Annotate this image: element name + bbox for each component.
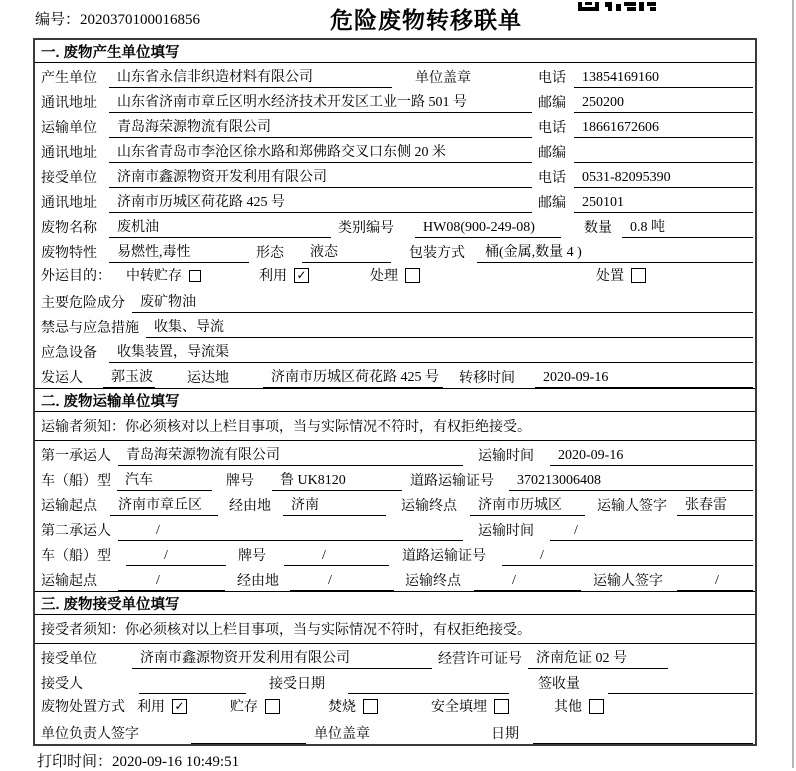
route2-row (35, 566, 755, 591)
purpose-transfer-storage-checkbox (189, 270, 201, 282)
transfer-purpose-row (35, 263, 755, 288)
transporter-zip-value (574, 144, 753, 163)
road-permit2-value: / (502, 547, 753, 566)
second-carrier-label: 第二承运人 (41, 524, 111, 539)
route2-origin-label: 运输起点 (41, 574, 97, 589)
form-state-label: 形态 (256, 246, 284, 261)
transporter-phone-label: 电话 (538, 121, 566, 136)
emergency-measures-row (35, 313, 755, 338)
hazard-component-value: 废矿物油 (132, 294, 753, 313)
purpose-transfer-storage-option (126, 265, 201, 286)
packaging-value: 桶(金属,数量 4 ) (477, 244, 753, 263)
purpose-reuse-option (259, 265, 309, 286)
purpose-disposal-checkbox (631, 268, 646, 283)
transporter-zip-label: 邮编 (538, 146, 566, 161)
disposal-reuse-option (137, 696, 187, 717)
producer-phone-value: 13854169160 (574, 69, 753, 88)
disposal-landfill-checkbox (494, 699, 509, 714)
responsible-signature-value (191, 725, 306, 744)
responsible-signature-label: 单位负责人签字 (41, 727, 139, 742)
sign-date-value (533, 725, 753, 744)
emergency-equipment-value: 收集装置，导流渠 (109, 344, 753, 363)
page-title: 危险废物转移联单 (330, 7, 522, 33)
receiver-notice: 接受者须知：你必须核对以上栏目事项，当与实际情况不符时，有权拒绝接受。 (35, 615, 755, 644)
emergency-equipment-row (35, 338, 755, 363)
route-origin-label: 运输起点 (41, 499, 97, 514)
route-row (35, 491, 755, 516)
disposal-other-option (554, 696, 604, 717)
purpose-transfer-storage-label: 中转贮存 (126, 269, 182, 284)
road-permit-value: 370213006408 (509, 472, 753, 491)
disposal-incineration-label: 焚烧 (328, 700, 356, 715)
route-origin-value: 济南市章丘区 (110, 497, 218, 516)
purpose-reuse-label: 利用 (259, 269, 287, 284)
receiver-zip-label: 邮编 (538, 196, 566, 211)
route2-terminus-label: 运输终点 (405, 574, 461, 589)
plate-number2-label: 牌号 (238, 549, 266, 564)
disposal-landfill-option (431, 696, 509, 717)
accepting-unit-row (35, 644, 755, 669)
qr-code-fragment-icon (578, 0, 656, 16)
accept-date-value (348, 675, 509, 694)
transporter-unit-row (35, 113, 755, 138)
plate-number2-value: / (284, 547, 389, 566)
receiver-unit-label: 接受单位 (41, 171, 97, 186)
transporter-phone-value: 18661672606 (574, 119, 753, 138)
section-receiver-title: 三. 废物接受单位填写 (35, 592, 755, 615)
purpose-reuse-checkbox: ✓ (294, 268, 309, 283)
disposal-other-checkbox (589, 699, 604, 714)
transfer-date-label: 转移时间 (459, 371, 515, 386)
license-number-value: 济南危证 02 号 (528, 650, 668, 669)
route2-via-value: / (290, 572, 394, 591)
purpose-treatment-label: 处理 (370, 269, 398, 284)
producer-unit-row (35, 63, 755, 88)
accepting-person-label: 接受人 (41, 677, 83, 692)
disposal-reuse-label: 利用 (137, 700, 165, 715)
transporter-address-row (35, 138, 755, 163)
purpose-disposal-option (596, 265, 646, 286)
vehicle-type2-label: 车（船）型 (41, 549, 111, 564)
category-code-label: 类别编号 (338, 221, 394, 236)
receiver-unit-value: 济南市鑫源物资开发利用有限公司 (109, 169, 532, 188)
emergency-measures-label: 禁忌与应急措施 (41, 321, 139, 336)
producer-phone-label: 电话 (538, 71, 566, 86)
transporter-address-value: 山东省青岛市李沧区徐水路和郑佛路交叉口东侧 20 米 (109, 144, 532, 163)
transporter-unit-value: 青岛海荣源物流有限公司 (109, 119, 532, 138)
receiver-zip-value: 250101 (574, 194, 753, 213)
received-quantity-label: 签收量 (538, 677, 580, 692)
first-carrier-value: 青岛海荣源物流有限公司 (118, 447, 463, 466)
page-right-edge (792, 0, 794, 768)
disposal-other-label: 其他 (554, 700, 582, 715)
vehicle-row (35, 466, 755, 491)
hazard-component-label: 主要危险成分 (41, 296, 125, 311)
unit-seal2-label: 单位盖章 (314, 727, 370, 742)
waste-property-row (35, 238, 755, 263)
section-transporter-title: 二. 废物运输单位填写 (35, 389, 755, 412)
destination-value: 济南市历城区荷花路 425 号 (263, 369, 443, 388)
transport-time2-value: / (550, 522, 753, 541)
route2-via-label: 经由地 (237, 574, 279, 589)
route-terminus-label: 运输终点 (401, 499, 457, 514)
road-permit2-label: 道路运输证号 (402, 549, 486, 564)
consignor-row (35, 363, 755, 388)
quantity-label: 数量 (584, 221, 612, 236)
carrier2-signature-label: 运输人签字 (593, 574, 663, 589)
destination-label: 运达地 (187, 371, 229, 386)
carrier-signature-label: 运输人签字 (597, 499, 667, 514)
producer-address-value: 山东省济南市章丘区明水经济技术开发区工业一路 501 号 (109, 94, 532, 113)
category-code-value: HW08(900-249-08) (415, 219, 561, 238)
disposal-incineration-checkbox (363, 699, 378, 714)
packaging-label: 包装方式 (409, 246, 465, 261)
vehicle-type-value: 汽车 (117, 472, 212, 491)
producer-unit-label: 产生单位 (41, 71, 97, 86)
waste-name-row (35, 213, 755, 238)
sign-date-label: 日期 (491, 727, 519, 742)
quantity-value: 0.8 吨 (622, 219, 753, 238)
page-header (0, 0, 796, 38)
disposal-storage-option (230, 696, 280, 717)
section-receiver (35, 591, 755, 744)
section-producer (35, 40, 755, 388)
plate-number-value: 鲁 UK8120 (272, 472, 402, 491)
unit-seal-label: 单位盖章 (415, 71, 471, 86)
transporter-address-label: 通讯地址 (41, 146, 97, 161)
print-time-label: 打印时间： (37, 754, 113, 770)
license-number-label: 经营许可证号 (438, 652, 522, 667)
vehicle2-row (35, 541, 755, 566)
second-carrier-row (35, 516, 755, 541)
purpose-treatment-option (370, 265, 420, 286)
producer-unit-value: 山东省永信非织造材料有限公司 (109, 69, 392, 88)
accepting-unit-value: 济南市鑫源物资开发利用有限公司 (132, 650, 432, 669)
disposal-reuse-checkbox: ✓ (172, 699, 187, 714)
waste-property-value: 易燃性,毒性 (109, 244, 249, 263)
second-carrier-value: / (118, 522, 463, 541)
transfer-purpose-label: 外运目的： (41, 269, 111, 284)
consignor-value: 郭玉波 (103, 369, 155, 388)
route-via-label: 经由地 (229, 499, 271, 514)
disposal-method-row (35, 694, 755, 719)
accepting-person-row (35, 669, 755, 694)
transport-time2-label: 运输时间 (478, 524, 534, 539)
disposal-incineration-option (328, 696, 378, 717)
carrier-signature-value: 张春雷 (677, 497, 753, 516)
purpose-disposal-label: 处置 (596, 269, 624, 284)
purpose-treatment-checkbox (405, 268, 420, 283)
disposal-storage-label: 贮存 (230, 700, 258, 715)
producer-address-label: 通讯地址 (41, 96, 97, 111)
consignor-label: 发运人 (41, 371, 83, 386)
responsible-signature-row (35, 719, 755, 744)
waste-name-label: 废物名称 (41, 221, 97, 236)
producer-address-row (35, 88, 755, 113)
producer-zip-label: 邮编 (538, 96, 566, 111)
emergency-measures-value: 收集、导流 (146, 319, 753, 338)
road-permit-label: 道路运输证号 (410, 474, 494, 489)
waste-property-label: 废物特性 (41, 246, 97, 261)
transfer-date-value: 2020-09-16 (535, 369, 753, 388)
accept-date-label: 接受日期 (269, 677, 325, 692)
producer-zip-value: 250200 (574, 94, 753, 113)
section-producer-title: 一. 废物产生单位填写 (35, 40, 755, 63)
disposal-method-label: 废物处置方式 (41, 700, 125, 715)
disposal-storage-checkbox (265, 699, 280, 714)
print-time-value: 2020-09-16 10:49:51 (112, 754, 240, 770)
doc-number-label: 编号： (35, 12, 81, 28)
first-carrier-row (35, 441, 755, 466)
received-quantity-value (608, 675, 753, 694)
carrier2-signature-value: / (677, 572, 753, 591)
plate-number-label: 牌号 (226, 474, 254, 489)
accepting-person-value (139, 675, 246, 694)
waste-name-value: 废机油 (109, 219, 331, 238)
route-via-value: 济南 (283, 497, 386, 516)
first-carrier-label: 第一承运人 (41, 449, 111, 464)
section-transporter (35, 388, 755, 591)
vehicle-type2-value: / (126, 547, 226, 566)
receiver-address-value: 济南市历城区荷花路 425 号 (109, 194, 532, 213)
vehicle-type-label: 车（船）型 (41, 474, 111, 489)
route2-origin-value: / (118, 572, 225, 591)
route2-terminus-value: / (474, 572, 581, 591)
disposal-landfill-label: 安全填埋 (431, 700, 487, 715)
transport-time-label: 运输时间 (478, 449, 534, 464)
accepting-unit-label: 接受单位 (41, 652, 97, 667)
route-terminus-value: 济南市历城区 (470, 497, 585, 516)
receiver-phone-value: 0531-82095390 (574, 169, 753, 188)
receiver-phone-label: 电话 (538, 171, 566, 186)
receiver-unit-row (35, 163, 755, 188)
receiver-address-row (35, 188, 755, 213)
receiver-address-label: 通讯地址 (41, 196, 97, 211)
form-state-value: 液态 (302, 244, 391, 263)
emergency-equipment-label: 应急设备 (41, 346, 97, 361)
transport-time-value: 2020-09-16 (550, 447, 753, 466)
manifest-form (33, 38, 757, 746)
doc-number-value: 2020370100016856 (80, 12, 201, 28)
transporter-unit-label: 运输单位 (41, 121, 97, 136)
doc-number (35, 8, 200, 29)
transporter-notice: 运输者须知：你必须核对以上栏目事项，当与实际情况不符时，有权拒绝接受。 (35, 412, 755, 441)
hazard-component-row (35, 288, 755, 313)
